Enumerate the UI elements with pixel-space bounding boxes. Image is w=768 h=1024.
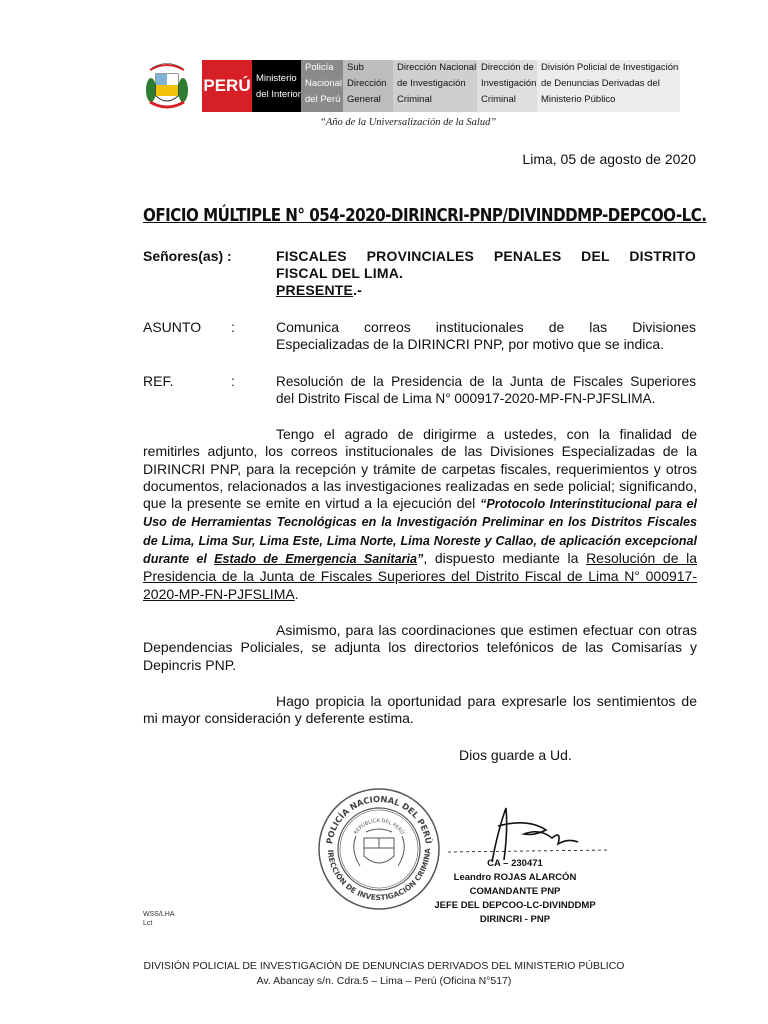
- footer-address: Av. Abancay s/n. Cdra.5 – Lima – Perú (Oficina N°517): [256, 975, 512, 987]
- sdg-line: Dirección: [347, 78, 387, 89]
- signature-name: Leandro ROJAS ALARCÓN: [453, 872, 577, 883]
- dic-line: Criminal: [481, 94, 516, 105]
- presente-text: PRESENTE: [276, 282, 354, 298]
- asunto-text: [276, 319, 696, 353]
- dni-line: Criminal: [397, 94, 432, 105]
- dni-line: de Investigación: [397, 78, 466, 89]
- dic-line: Investigación: [481, 78, 537, 89]
- para3-text: Hago propicia la oportunidad para expresarle los sentimientos de mi mayor consideración y deferente estima.: [143, 693, 697, 727]
- reference-initials: [143, 910, 175, 928]
- ref-text: [276, 373, 696, 407]
- ref-line: Resolución de la Presidencia de la Junta de Fiscales Superiores: [276, 374, 696, 389]
- dic-line: Dirección de: [481, 62, 534, 73]
- pnp-line: Nacional: [305, 78, 342, 89]
- dpd-line: Ministerio Público: [541, 94, 616, 105]
- recipients-label: Señores(as) :: [143, 248, 232, 264]
- initials-line: Lct: [143, 920, 153, 927]
- recipients-line: FISCAL DEL LIMA.: [276, 265, 404, 281]
- body-paragraph-1: [143, 426, 697, 603]
- signature-block: [420, 857, 610, 927]
- subdireccion-block: [343, 60, 393, 112]
- ministerio-line: Ministerio: [256, 73, 297, 84]
- recipients-line: FISCALES PROVINCIALES PENALES DEL DISTRITO: [276, 248, 696, 264]
- sdg-line: Sub: [347, 62, 364, 73]
- body-paragraph-3: [143, 693, 697, 728]
- signature-rank: COMANDANTE PNP: [469, 886, 561, 897]
- seal-outer-top-text: POLICÍA NACIONAL DEL PERÚ: [324, 793, 434, 845]
- protocol-close-quote: ”: [417, 552, 424, 567]
- para2-text: Asimismo, para las coordinaciones que estimen efectuar con otras Dependencias Policiales, se adjunta los directorios telefónicos de las Comisarías y Depincris PNP.: [143, 622, 697, 673]
- dic-block: [477, 60, 537, 112]
- emergency-text: Estado de Emergencia Sanitaria: [214, 552, 418, 567]
- asunto-line: Comunica correos institucionales de las Divisiones: [276, 319, 696, 335]
- footer-division: DIVISIÓN POLICIAL DE INVESTIGACIÓN DE DENUNCIAS DERIVADOS DEL MINISTERIO PÚBLICO: [143, 960, 625, 972]
- presente-suffix: .-: [353, 282, 363, 298]
- document-title: OFICIO MÚLTIPLE N° 054-2020-DIRINCRI-PNP/DIVINDDMP-DEPCOO-LC.: [143, 205, 707, 226]
- pnp-line: del Perú: [305, 94, 341, 105]
- header-institution-bar: [202, 60, 680, 112]
- pnp-line: Policía: [305, 62, 334, 73]
- sdg-line: General: [347, 94, 381, 105]
- dirincri-nacional-block: [393, 60, 477, 112]
- signature-unit: DIRINCRI - PNP: [479, 914, 551, 925]
- protocol-text: “Protocolo Interinstitucional para el Uso de Herramientas Tecnológicas en la Investigación Preliminar en los Distritos Fiscales de Lima, Lima Sur, Lima Este, Lima Norte, Lima Noreste y Callao, de aplicación excepcional durante el: [143, 497, 698, 567]
- asunto-line: Especializadas de la DIRINCRI PNP, por motivo que se indica.: [276, 336, 665, 352]
- recipients-block: [276, 248, 696, 299]
- resolution-reference: Resolución de la Presidencia de la Junta de Fiscales Superiores del Distrito Fiscal de Lima N° 000917-2020-MP-FN-PJFSLIMA: [143, 550, 697, 602]
- initials-line: WSS/LHA: [143, 911, 175, 918]
- para1-text: Tengo el agrado de dirigirme a ustedes, con la finalidad de remitirles adjunto, los correos institucionales de las Divisiones Especializadas de la DIRINCRI PNP, para la recepción y trámite de carpetas fiscales, requerimientos y otros documentos, relacionados a las investigaciones realizadas en sede policial; significando, que la presente se emite en virtud a la ejecución del: [143, 426, 697, 512]
- para1-text: , dispuesto mediante la: [423, 550, 587, 567]
- seal-inner-top-text: REPÚBLICA DEL PERÚ: [352, 817, 406, 836]
- ref-colon: :: [231, 373, 235, 389]
- division-policial-block: [537, 60, 680, 112]
- seal-outer-bottom-text: IRECCIÓN DE INVESTIGACIÓN CRIMINA: [325, 848, 433, 903]
- ministerio-line: del Interior: [256, 89, 301, 100]
- date-line: Lima, 05 de agosto de 2020: [522, 151, 696, 167]
- dpd-line: División Policial de Investigación: [541, 62, 679, 73]
- body-paragraph-2: [143, 622, 697, 674]
- year-motto: “Año de la Universalización de la Salud”: [320, 117, 497, 128]
- dpd-line: de Denuncias Derivadas del: [541, 78, 660, 89]
- ministerio-block: [252, 60, 301, 112]
- ref-label: REF.: [143, 373, 174, 389]
- dni-line: Dirección Nacional: [397, 62, 477, 73]
- ref-line: del Distrito Fiscal de Lima N° 000917-2020-MP-FN-PJFSLIMA.: [276, 391, 656, 406]
- peru-label: PERÚ: [202, 60, 252, 112]
- signature-position: JEFE DEL DEPCOO-LC-DIVINDDMP: [434, 900, 596, 911]
- para1-text: .: [294, 585, 299, 602]
- asunto-colon: :: [231, 319, 235, 335]
- presente-line: [276, 282, 696, 299]
- peru-crest-logo: [142, 60, 192, 112]
- signature-id: CA – 230471: [487, 858, 543, 869]
- pnp-block: [301, 60, 343, 112]
- closing-greeting: Dios guarde a Ud.: [459, 747, 572, 763]
- asunto-label: ASUNTO: [143, 319, 202, 335]
